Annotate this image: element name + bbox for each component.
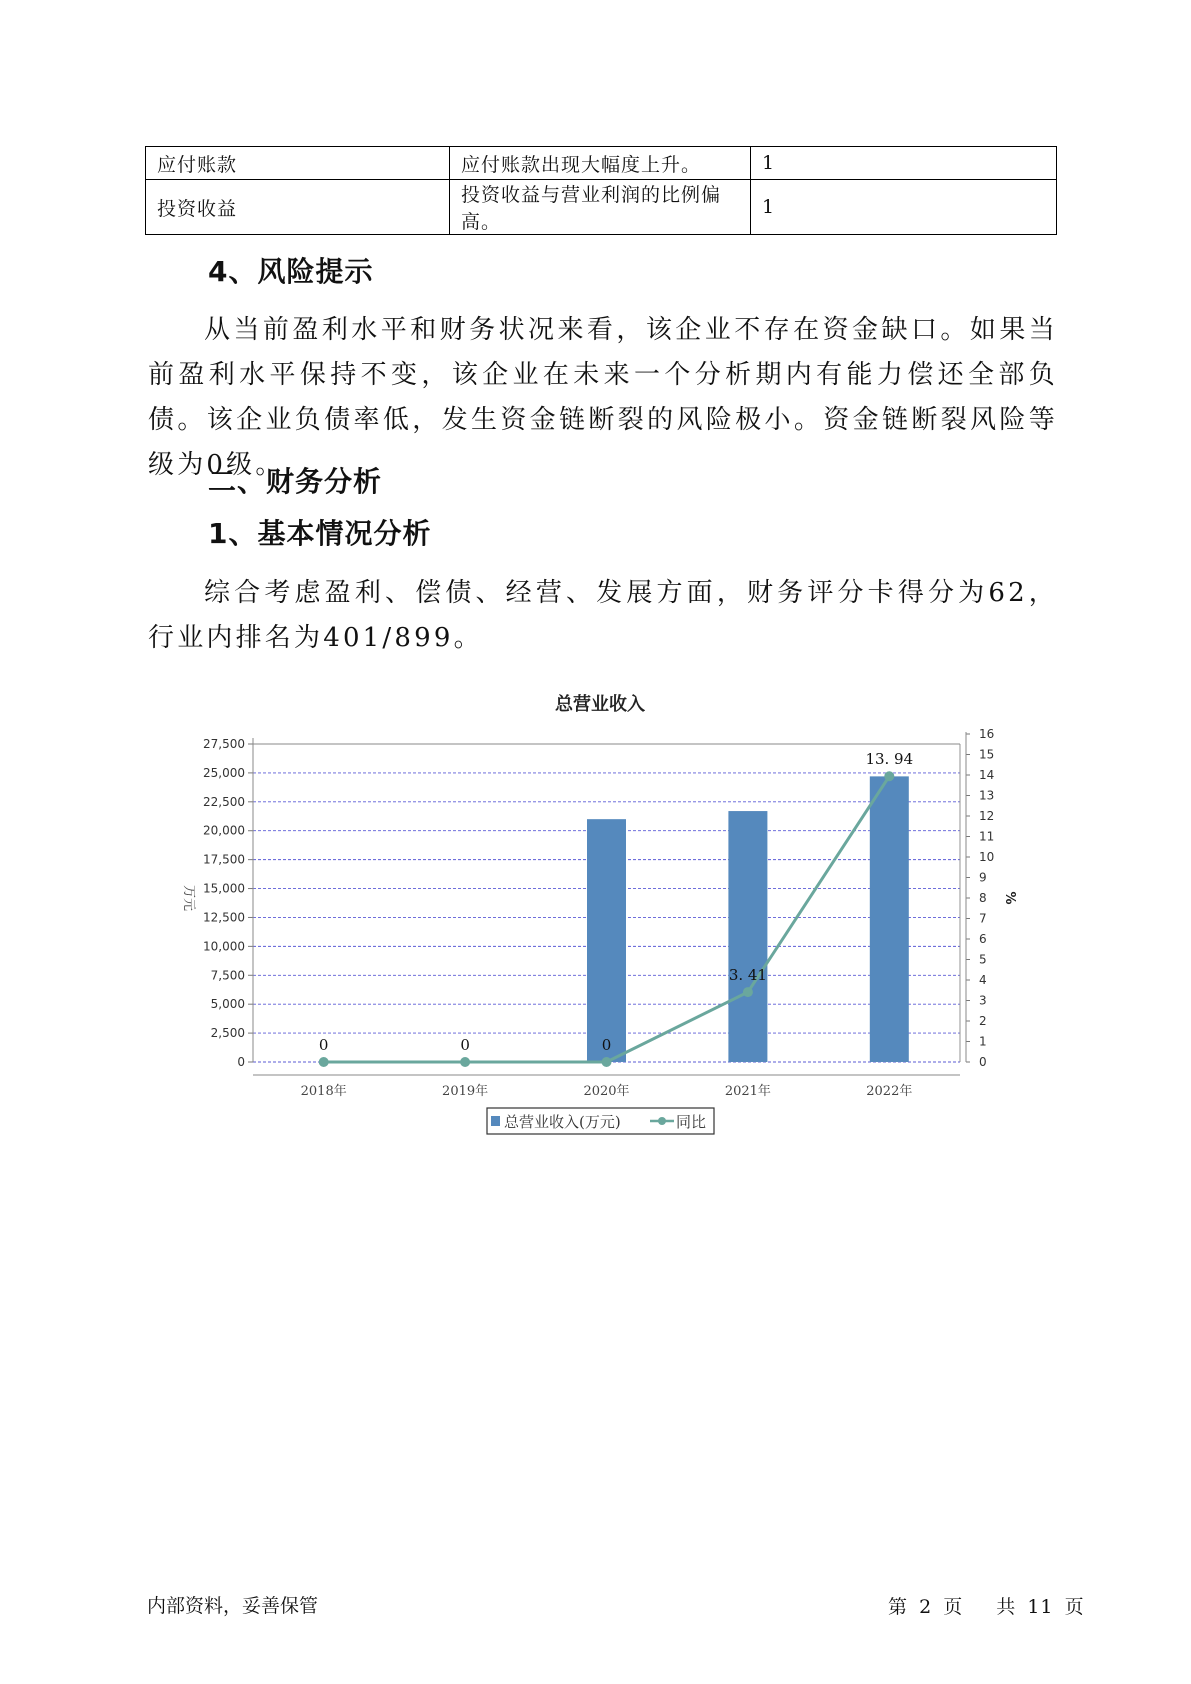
y2-tick-label: 10 (979, 850, 995, 864)
y2-tick-label: 4 (979, 973, 987, 987)
data-label: 0 (601, 1036, 612, 1054)
legend-bar-label: 总营业收入(万元) (504, 1113, 621, 1131)
y-tick-label: 0 (237, 1055, 245, 1069)
y2-tick-label: 9 (979, 870, 987, 885)
total-suffix: 页 (1064, 1596, 1085, 1618)
chart-legend (487, 1108, 714, 1134)
line-point (884, 771, 894, 781)
y-tick-label: 5,000 (210, 997, 245, 1012)
line-point (460, 1057, 470, 1067)
legend-bar-swatch (491, 1116, 500, 1126)
data-label: 3. 41 (728, 966, 767, 985)
y2-tick-label: 8 (979, 891, 987, 905)
y2-tick-label: 14 (979, 768, 995, 782)
y-tick-label: 27,500 (203, 737, 245, 751)
chart-title: 总营业收入 (555, 694, 645, 715)
data-label: 0 (460, 1036, 470, 1054)
y-tick-label: 12,500 (203, 910, 245, 925)
table-cell-description: 应付账款出现大幅度上升。 (450, 147, 751, 180)
y2-axis-label: % (1002, 891, 1017, 905)
data-label: 0 (318, 1036, 329, 1054)
table-cell-item: 投资收益 (146, 180, 450, 235)
x-tick-label: 2019年 (442, 1084, 489, 1099)
y-axis-label: 万元 (181, 884, 196, 912)
risk-indicator-table (145, 146, 1057, 235)
y2-tick-label: 1 (979, 1034, 987, 1049)
line-point (602, 1057, 612, 1067)
risk-heading: 4、风险提示 (208, 255, 374, 288)
y-tick-label: 2,500 (210, 1026, 245, 1041)
y2-tick-label: 16 (979, 727, 995, 741)
y2-tick-label: 2 (979, 1014, 987, 1028)
data-label: 13. 94 (865, 750, 914, 769)
total-pages: 11 (1027, 1596, 1054, 1618)
y2-tick-label: 7 (979, 911, 987, 926)
x-tick-label: 2020年 (583, 1084, 630, 1099)
line-point (743, 987, 753, 997)
table-cell-value: 1 (751, 147, 1057, 180)
y2-tick-label: 5 (979, 952, 987, 967)
line-point (319, 1057, 329, 1067)
revenue-chart (0, 680, 1191, 1150)
table-row (146, 180, 1057, 235)
x-tick-label: 2018年 (300, 1084, 347, 1099)
y-tick-label: 25,000 (203, 765, 245, 780)
x-tick-label: 2022年 (866, 1084, 913, 1099)
page-suffix: 页 (943, 1596, 964, 1618)
table-cell-value: 1 (751, 180, 1057, 235)
basic-heading: 1、基本情况分析 (208, 517, 432, 550)
legend-line-label: 同比 (676, 1113, 707, 1131)
bar (728, 811, 767, 1062)
table-row (146, 147, 1057, 180)
page-number: 2 (919, 1596, 933, 1618)
basic-paragraph: 综合考虑盈利、偿债、经营、发展方面，财务评分卡得分为62，行业内排名为401/899。 (148, 578, 1058, 653)
y-tick-label: 15,000 (203, 881, 245, 896)
y-tick-label: 10,000 (203, 939, 245, 954)
finance-heading: 二、财务分析 (208, 465, 383, 498)
y2-tick-label: 12 (979, 809, 995, 823)
y-tick-label: 17,500 (203, 852, 245, 867)
y2-tick-label: 15 (979, 747, 995, 762)
y2-tick-label: 13 (979, 788, 995, 803)
risk-paragraph: 从当前盈利水平和财务状况来看，该企业不存在资金缺口。如果当前盈利水平保持不变，该企业在未来一个分析期内有能力偿还全部负债。该企业负债率低，发生资金链断裂的风险极小。资金链断裂风险等级为0级。 (148, 315, 1058, 480)
table-cell-item: 应付账款 (146, 147, 450, 180)
y2-tick-label: 0 (979, 1055, 987, 1069)
y2-tick-label: 11 (979, 829, 995, 844)
footer-confidential-note: 内部资料，妥善保管 (147, 1595, 319, 1617)
bar (870, 776, 909, 1062)
footer-page-info (888, 1592, 1089, 1619)
y2-tick-label: 3 (979, 993, 987, 1008)
total-prefix: 共 (996, 1596, 1017, 1618)
y-tick-label: 7,500 (210, 968, 245, 983)
page-prefix: 第 (888, 1596, 909, 1618)
x-tick-label: 2021年 (724, 1084, 771, 1099)
bar (587, 819, 626, 1062)
y-tick-label: 22,500 (203, 794, 245, 809)
y-tick-label: 20,000 (203, 823, 245, 838)
table-cell-description: 投资收益与营业利润的比例偏高。 (450, 180, 751, 235)
legend-line-marker (658, 1117, 666, 1125)
y2-tick-label: 6 (979, 932, 987, 946)
